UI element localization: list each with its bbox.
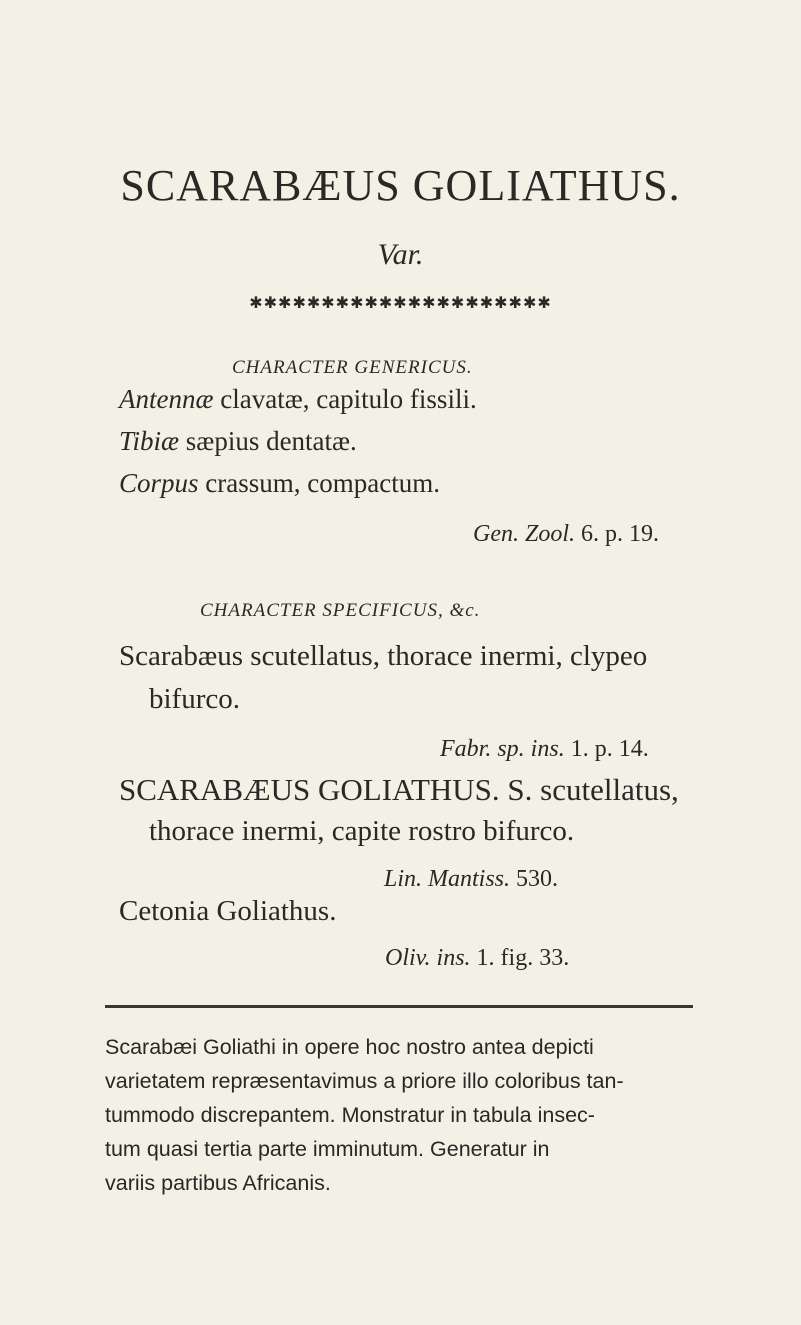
page-title: SCARABÆUS GOLIATHUS. [120, 161, 681, 210]
description-line-3: tummodo discrepantem. Monstratur in tabula insec- [105, 1103, 595, 1127]
specific-reference-fabr [440, 736, 649, 763]
description-line-2: varietatem repræsentavimus a priore illo coloribus tan- [105, 1069, 624, 1093]
text-antennae: clavatæ, capitulo fissili. [213, 384, 477, 414]
reference-location: 1. fig. 33. [470, 945, 570, 971]
generic-reference [473, 521, 659, 548]
generic-line-tibiae [119, 426, 357, 457]
star-divider: ✱✱✱✱✱✱✱✱✱✱✱✱✱✱✱✱✱✱✱✱✱ [249, 295, 552, 312]
specific-heading: CHARACTER SPECIFICUS, &c. [200, 600, 481, 621]
description-paragraph [105, 1030, 695, 1200]
variety-label: Var. [377, 238, 424, 271]
specific-reference-oliv [385, 945, 569, 972]
term-antennae: Antennæ [119, 384, 214, 414]
term-tibiae: Tibiæ [119, 426, 180, 456]
description-line-1: Scarabæi Goliathi in opere hoc nostro antea depicti [105, 1035, 594, 1059]
specific-line-5: Cetonia Goliathus. [119, 895, 337, 927]
description-line-5: variis partibus Africanis. [105, 1171, 331, 1195]
specific-line-1: Scarabæus scutellatus, thorace inermi, clypeo [119, 640, 648, 672]
generic-line-antennae [119, 384, 477, 415]
term-corpus: Corpus [119, 468, 199, 498]
reference-source: Gen. Zool. [473, 521, 575, 547]
specific-line-4: thorace inermi, capite rostro bifurco. [149, 815, 575, 847]
text-corpus: crassum, compactum. [198, 468, 440, 498]
reference-source: Oliv. ins. [385, 945, 471, 971]
specific-line-2: bifurco. [149, 683, 240, 715]
reference-source: Lin. Mantiss. [384, 866, 511, 892]
reference-location: 6. p. 19. [575, 521, 659, 547]
reference-location: 1. p. 14. [564, 736, 649, 762]
generic-heading: CHARACTER GENERICUS. [232, 357, 473, 378]
description-line-4: tum quasi tertia parte imminutum. Generatur in [105, 1137, 550, 1161]
text-tibiae: sæpius dentatæ. [179, 426, 357, 456]
reference-location: 530. [510, 866, 559, 892]
horizontal-rule [105, 1005, 693, 1008]
specific-line-3: SCARABÆUS GOLIATHUS. S. scutellatus, [119, 772, 679, 807]
specific-reference-lin [384, 866, 558, 893]
generic-line-corpus [119, 468, 440, 499]
reference-source: Fabr. sp. ins. [440, 736, 565, 762]
